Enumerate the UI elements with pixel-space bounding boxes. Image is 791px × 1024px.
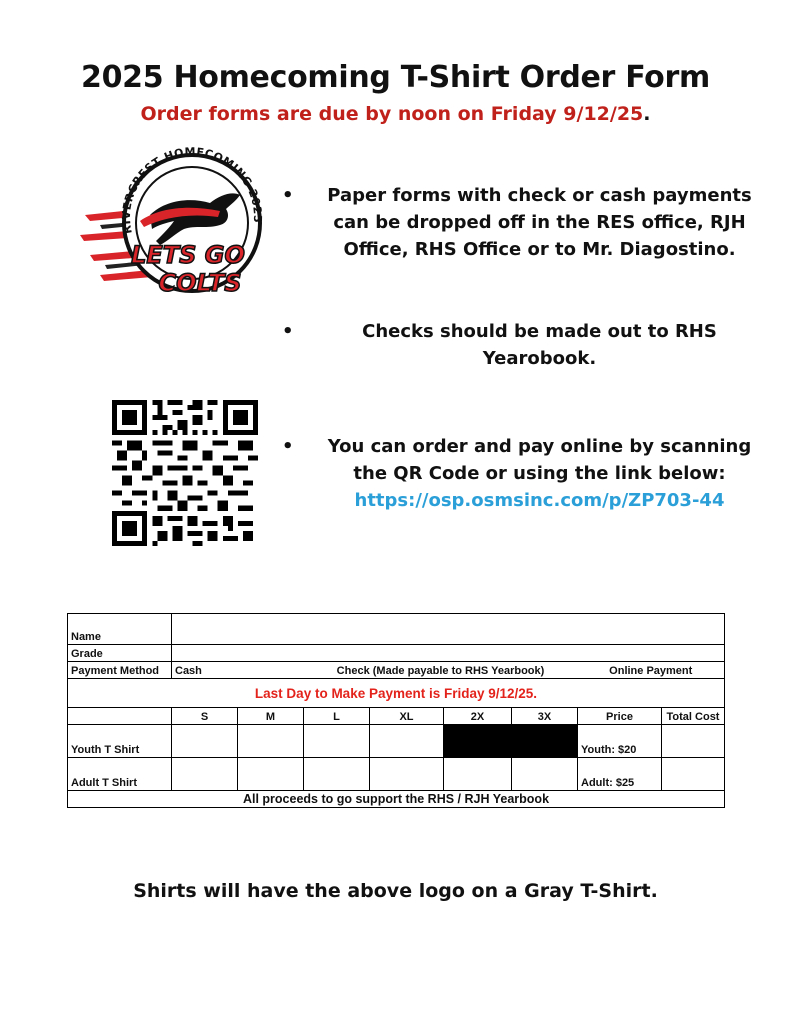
bullet-online (282, 433, 757, 514)
adult-row (68, 758, 725, 791)
order-table (67, 613, 725, 808)
youth-row (68, 725, 725, 758)
row-label: Adult T Shirt (68, 758, 172, 791)
unavailable-cell (512, 725, 578, 758)
bullet-text: You can order and pay online by scanning the QR Code or using the link below: (327, 436, 752, 484)
qty-cell[interactable] (304, 758, 370, 791)
qty-cell[interactable] (512, 758, 578, 791)
colts-logo (80, 145, 290, 315)
total-header: Total Cost (662, 708, 725, 725)
page-title: 2025 Homecoming T-Shirt Order Form (81, 60, 710, 95)
logo-ring-text: RIVERCREST HOMECOMING 2025 (119, 145, 265, 235)
bullet-text: Paper forms with check or cash payments can be dropped off in the RES office, RJH Office, RHS Office or to Mr. Diagostino. (327, 185, 752, 260)
due-notice (0, 103, 791, 125)
grade-label: Grade (68, 645, 172, 662)
payment-deadline: Last Day to Make Payment is Friday 9/12/25. (68, 679, 725, 708)
logo-line1: LETS GO (131, 241, 245, 269)
size-header-s: S (172, 708, 238, 725)
grade-row (68, 645, 725, 662)
qty-cell[interactable] (172, 725, 238, 758)
total-cell[interactable] (662, 725, 725, 758)
name-label: Name (68, 614, 172, 645)
proceeds-row (68, 791, 725, 808)
qr-code-icon (112, 400, 258, 546)
due-period: . (643, 103, 651, 125)
blank-header (68, 708, 172, 725)
size-header-xl: XL (370, 708, 444, 725)
price-header: Price (578, 708, 662, 725)
order-link[interactable]: https://osp.osmsinc.com/p/ZP703-44 (354, 490, 725, 511)
bullet-checks (282, 318, 757, 372)
row-label: Youth T Shirt (68, 725, 172, 758)
logo-line2: COLTS (158, 269, 242, 297)
bullet-mark: • (282, 321, 294, 342)
unavailable-cell (444, 725, 512, 758)
qty-cell[interactable] (370, 725, 444, 758)
size-header-l: L (304, 708, 370, 725)
qty-cell[interactable] (370, 758, 444, 791)
grade-field[interactable] (172, 645, 725, 662)
qty-cell[interactable] (444, 758, 512, 791)
size-header-3x: 3X (512, 708, 578, 725)
qty-cell[interactable] (238, 725, 304, 758)
row-price: Adult: $25 (578, 758, 662, 791)
name-row (68, 614, 725, 645)
payment-label: Payment Method (68, 662, 172, 679)
row-price: Youth: $20 (578, 725, 662, 758)
deadline-row (68, 679, 725, 708)
payment-check[interactable]: Check (Made payable to RHS Yearbook) (304, 662, 578, 679)
proceeds-note: All proceeds to go support the RHS / RJH Yearbook (68, 791, 725, 808)
payment-row (68, 662, 725, 679)
qty-cell[interactable] (238, 758, 304, 791)
size-header-m: M (238, 708, 304, 725)
size-header-row (68, 708, 725, 725)
bullet-dropoff (282, 182, 757, 263)
size-header-2x: 2X (444, 708, 512, 725)
bullet-mark: • (282, 185, 294, 206)
qty-cell[interactable] (304, 725, 370, 758)
qty-cell[interactable] (172, 758, 238, 791)
bullet-mark: • (282, 436, 294, 457)
bullet-text: Checks should be made out to RHS Yearobook. (362, 321, 717, 369)
payment-cash[interactable]: Cash (172, 662, 304, 679)
payment-online[interactable]: Online Payment (578, 662, 725, 679)
due-notice-text: Order forms are due by noon on Friday 9/12/25 (140, 103, 644, 125)
total-cell[interactable] (662, 758, 725, 791)
name-field[interactable] (172, 614, 725, 645)
footer-note: Shirts will have the above logo on a Gray T-Shirt. (133, 880, 658, 902)
